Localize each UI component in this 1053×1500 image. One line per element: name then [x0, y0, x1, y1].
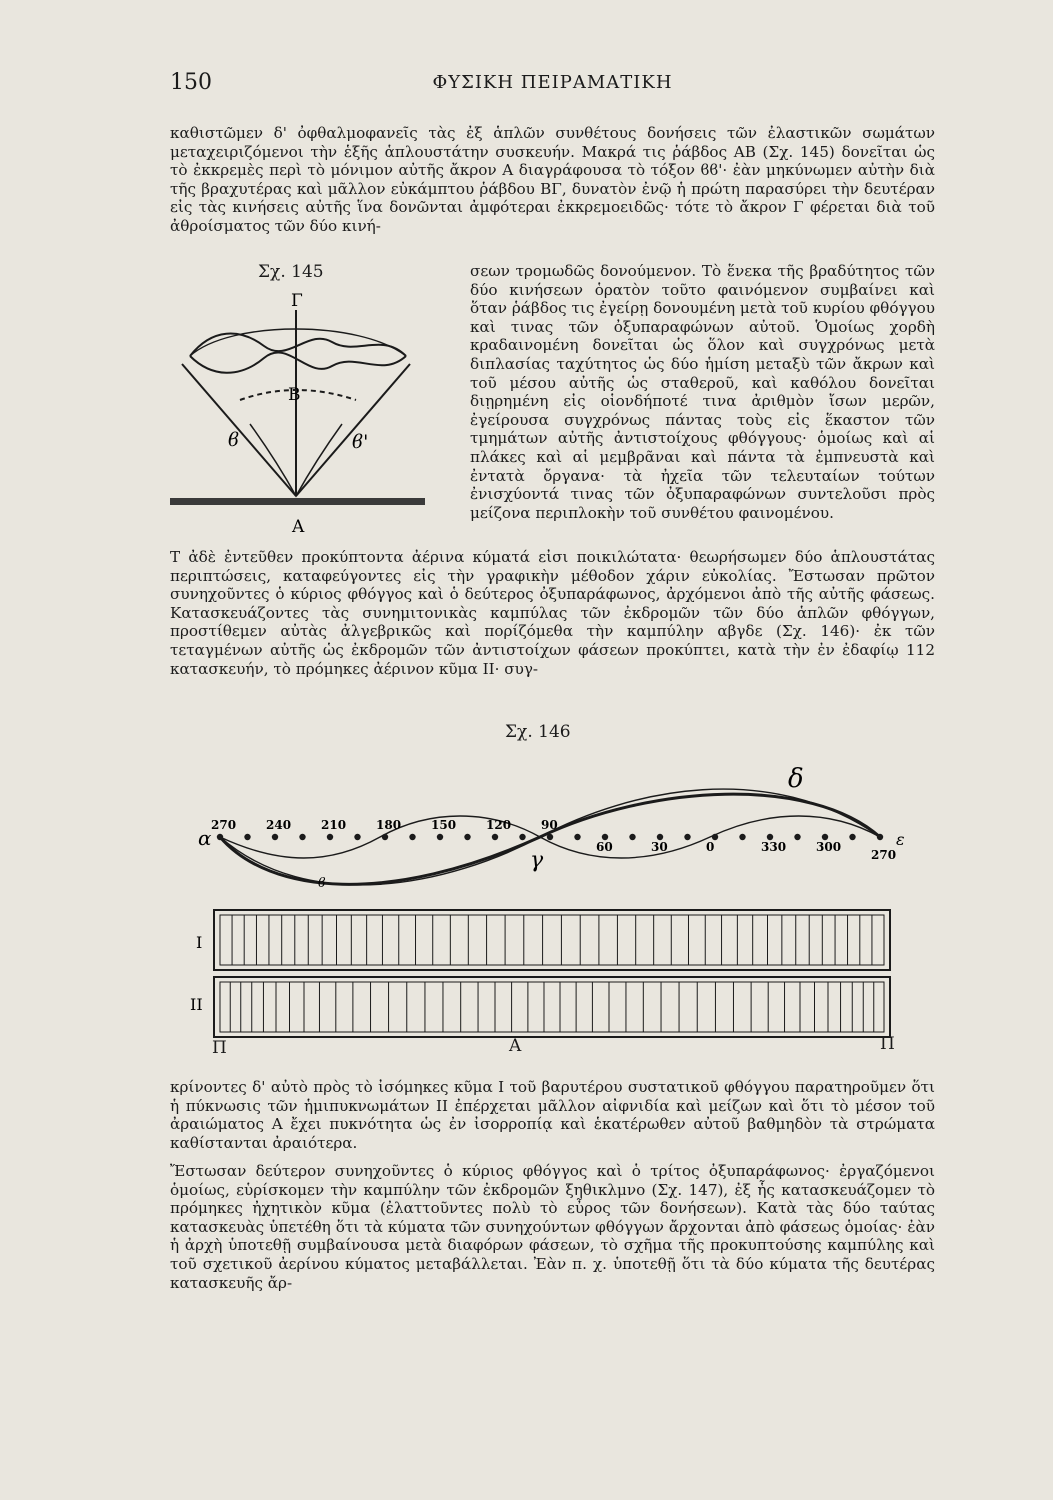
- tube-II-layers: [220, 982, 884, 1032]
- fig146-phase-label: 180: [376, 818, 402, 832]
- page-number: 150: [170, 70, 212, 95]
- tube-II-label: ΙΙ: [190, 995, 203, 1014]
- fig146-phase-dot: [299, 834, 305, 840]
- fig145-wave-lower: [190, 352, 406, 372]
- fig146-label-gamma: γ: [530, 848, 544, 873]
- paragraph-1-continued: σεων τρομωδῶς δονούμενον. Τὸ ἕνεκα τῆς βραδύτητος τῶν δύο κινήσεων ὁρατὸν τοῦτο φαινόμενον συμβαίνει καὶ ὅταν ῥάβδος τις ἐγείρῃ δονουμένη μετὰ τοῦ κυρίου φθόγγου καὶ τινας τῶν ὀξυπαραφώνων αὐτοῦ. Ὁμοίως χορδὴ κραδαινομένη δονεῖται ὡς ὅλον καὶ συγχρόνως μετὰ διπλασίας ταχύτητος ὡς δύο ἡμίση μεταξὺ τῶν ἄκρων καὶ τοῦ μέσου αὐτῆς ὡς σταθεροῦ, καὶ καθόλου δονεῖται διῃρημένη εἰς οἱονδήποτέ τινα ἀριθμὸν ἴσων μερῶν, ἐγείρουσα συγχρόνως πάντας τοὺς εἰς ἕκαστον τῶν τμημάτων αὐτῆς ἀντιστοίχους φθόγγους· ὁμοίως καὶ αἱ πλάκες καὶ αἱ μεμβρᾶναι καὶ πάντα τὰ ἐμπνευστὰ καὶ ἐντατὰ ὄργανα· τὰ ἠχεῖα τῶν τελευταίων τούτων ἐνισχύοντά τινας τῶν ὀξυπαραφώνων συντελοῦσι πρὸς μείζονα περιπλοκὴν τοῦ συνθέτου φαινομένου.: [470, 262, 935, 522]
- tube-I-layers: [220, 915, 884, 965]
- fig145-caption: Σχ. 145: [258, 262, 324, 282]
- fig146-phase-label: 90: [541, 818, 558, 832]
- paragraph-2: Τ ἀδὲ ἐντεῦθεν προκύπτοντα ἀέρινα κύματά εἰσι ποικιλώτατα· θεωρήσωμεν δύο ἁπλουστάτας περιπτώσεις, καταφεύγοντες εἰς τὴν γραφικὴν μέθοδον χάριν εὐκολίας. Ἔστωσαν πρῶτον συνηχοῦντες ὁ κύριος φθόγγος καὶ ὁ δεύτερος ὀξυπαράφωνος, ἀρχόμενοι ἀπὸ τῆς αὐτῆς φάσεως. Κατασκευάζοντες τὰς συνημιτονικὰς καμπύλας τῶν ἐκδρομῶν τῶν δύο ἁπλῶν φθόγγων, προστίθεμεν αὐτὰς ἀλγεβρικῶς καὶ πορίζόμεθα τὴν καμπύλην αβγδε (Σχ. 146)· ἐκ τῶν τεταγμένων αὐτῆς ὡς ἐκδρομῶν τῶν ἀντιστοίχων φάσεων προκύπτει, κατὰ τὴν ἐν ἐδαφίῳ 112 κατασκευήν, τὸ πρόμηκες ἀέρινον κῦμα ΙΙ· συγ-: [170, 548, 935, 678]
- fig146-phase-dot: [492, 834, 498, 840]
- fig146-phase-label: 120: [486, 818, 512, 832]
- fig146-phase-label: 240: [266, 818, 292, 832]
- fig146-label-pi-right: Π: [880, 1034, 895, 1054]
- fig146-phase-dot: [217, 834, 223, 840]
- fig146-phase-label: 30: [651, 840, 668, 854]
- fig146-phase-dot: [244, 834, 250, 840]
- tube-I-inner: [220, 915, 884, 965]
- fig146-phase-dot: [382, 834, 388, 840]
- fig146-phase-dot: [272, 834, 278, 840]
- fig146-label-epsilon: ε: [896, 830, 905, 849]
- fig146-phase-dot: [877, 834, 883, 840]
- fig145-label-b-right: ϐ': [352, 431, 369, 453]
- fig146-phase-labels: [211, 818, 896, 862]
- fig146-phase-dot: [409, 834, 415, 840]
- paragraph-4: Ἔστωσαν δεύτερον συνηχοῦντες ὁ κύριος φθόγγος καὶ ὁ τρίτος ὀξυπαράφωνος· ἐργαζόμενοι ὁμοίως, εὑρίσκομεν τὴν καμπύλην τῶν ἐκδρομῶν ξηθικλμνο (Σχ. 147), ἐξ ἧς κατασκευάζομεν τὸ πρόμηκες ἠχητικὸν κῦμα (ἐλαττοῦντες πολὺ τὸ εὖρος τῶν δονήσεων). Κατὰ τὰς δύο ταύτας κατασκευὰς ὑπετέθη ὅτι τὰ κύματα τῶν συνηχούντων φθόγγων ἄρχονται ἀπὸ φάσεως ὁμοίας· ἐὰν ἡ ἀρχὴ ὑποτεθῇ συμβαίνουσα μετὰ διαφόρων φάσεων, τὸ σχῆμα τῆς προκυπτούσης καμπύλης καὶ τοῦ σχετικοῦ ἀερίνου κύματος μεταβάλλεται. Ἐὰν π. χ. ὑποτεθῇ ὅτι τὰ δύο κύματα τῆς δευτέρας κατασκευῆς ἄρ-: [170, 1162, 935, 1292]
- fig146-phase-label: 150: [431, 818, 457, 832]
- fig145-diagram: [160, 282, 460, 542]
- fig145-wave-upper: [190, 334, 406, 356]
- running-title: ΦΥΣΙΚΗ ΠΕΙΡΑΜΑΤΙΚΗ: [432, 72, 673, 93]
- fig146-phase-dot: [739, 834, 745, 840]
- fig146-phase-dot: [519, 834, 525, 840]
- fig146-phase-label: 210: [321, 818, 347, 832]
- fig146-label-beta: ϐ: [318, 876, 326, 891]
- tube-I-label: Ι: [196, 933, 203, 952]
- fig146-label-alpha: α: [198, 826, 212, 850]
- fig146-phase-label: 300: [816, 840, 842, 854]
- fig146-phase-dot: [327, 834, 333, 840]
- tube-I-frame: [214, 910, 890, 970]
- fig146-phase-dot: [849, 834, 855, 840]
- fig146-label-delta: δ: [788, 764, 804, 794]
- fig146-phase-dot: [437, 834, 443, 840]
- fig146-phase-label: 0: [706, 840, 715, 854]
- fig146-phase-dot: [794, 834, 800, 840]
- fig146-phase-dot: [684, 834, 690, 840]
- fig145-envelope: [190, 329, 406, 356]
- fig145-label-beta: Β: [288, 385, 301, 405]
- fig146-phase-label: 270: [871, 848, 897, 862]
- fig146-phase-dot: [464, 834, 470, 840]
- fig146-caption: Σχ. 146: [505, 722, 571, 742]
- fig146-diagram: [190, 755, 930, 1055]
- fig145-label-b-left: ϐ: [228, 429, 240, 451]
- fig146-label-alpha-center: Α: [509, 1036, 522, 1056]
- fig146-phase-label: 330: [761, 840, 787, 854]
- tube-II-frame: [214, 977, 890, 1037]
- fig145-rod-right: [296, 364, 410, 496]
- fig145-label-gamma: Γ: [291, 291, 303, 311]
- fig146-phase-dot: [629, 834, 635, 840]
- paragraph-1: καθιστῶμεν δ' ὀφθαλμοφανεῖς τὰς ἐξ ἁπλῶν συνθέτους δονήσεις τῶν ἐλαστικῶν σωμάτων μεταχειριζόμενοι τὴν ἑξῆς ἁπλουστάτην συσκευήν. Μακρά τις ῥάβδος ΑΒ (Σχ. 145) δονεῖται ὡς τὸ ἐκκρεμὲς περὶ τὸ μόνιμον αὐτῆς ἄκρον Α διαγράφουσα τὸ τόξον ϐϐ'· ἐὰν μηκύνωμεν αὐτὴν διὰ τῆς βραχυτέρας καὶ μᾶλλον εὐκάμπτου ῥάβδου ΒΓ, δυνατὸν ἐνῷ ἡ πρώτη παρασύρει τὴν δευτέραν εἰς τὰς κινήσεις αὐτῆς ἵνα δονῶνται ἀμφότεραι ἐκκρεμοειδῶς· τότε τὸ ἄκρον Γ φέρεται διὰ τοῦ ἀθροίσματος τῶν δύο κινή-: [170, 124, 935, 235]
- page-header: [170, 70, 935, 100]
- fig146-phase-dot: [354, 834, 360, 840]
- fig145-base: [170, 498, 425, 505]
- fig146-phase-label: 60: [596, 840, 613, 854]
- fig146-label-pi-left: Π: [212, 1038, 227, 1058]
- fig146-phase-dot: [547, 834, 553, 840]
- paragraph-3: κρίνοντες δ' αὐτὸ πρὸς τὸ ἰσόμηκες κῦμα Ι τοῦ βαρυτέρου συστατικοῦ φθόγγου παρατηροῦμεν ὅτι ἡ πύκνωσις τῶν ἡμιπυκνωμάτων ΙΙ ἐπέρχεται μᾶλλον αἰφνιδία καὶ μείζων καὶ ὅτι τὸ μέσον τοῦ ἀραιώματος Α ἔχει πυκνότητα ὡς ἐν ἰσορροπίᾳ καὶ ἑκατέρωθεν αὐτοῦ βαθμηδὸν τὰ στρώματα καθίστανται ἀραιότερα.: [170, 1078, 935, 1152]
- fig145-label-alpha: Α: [292, 517, 305, 537]
- fig146-phase-dot: [574, 834, 580, 840]
- fig146-phase-label: 270: [211, 818, 237, 832]
